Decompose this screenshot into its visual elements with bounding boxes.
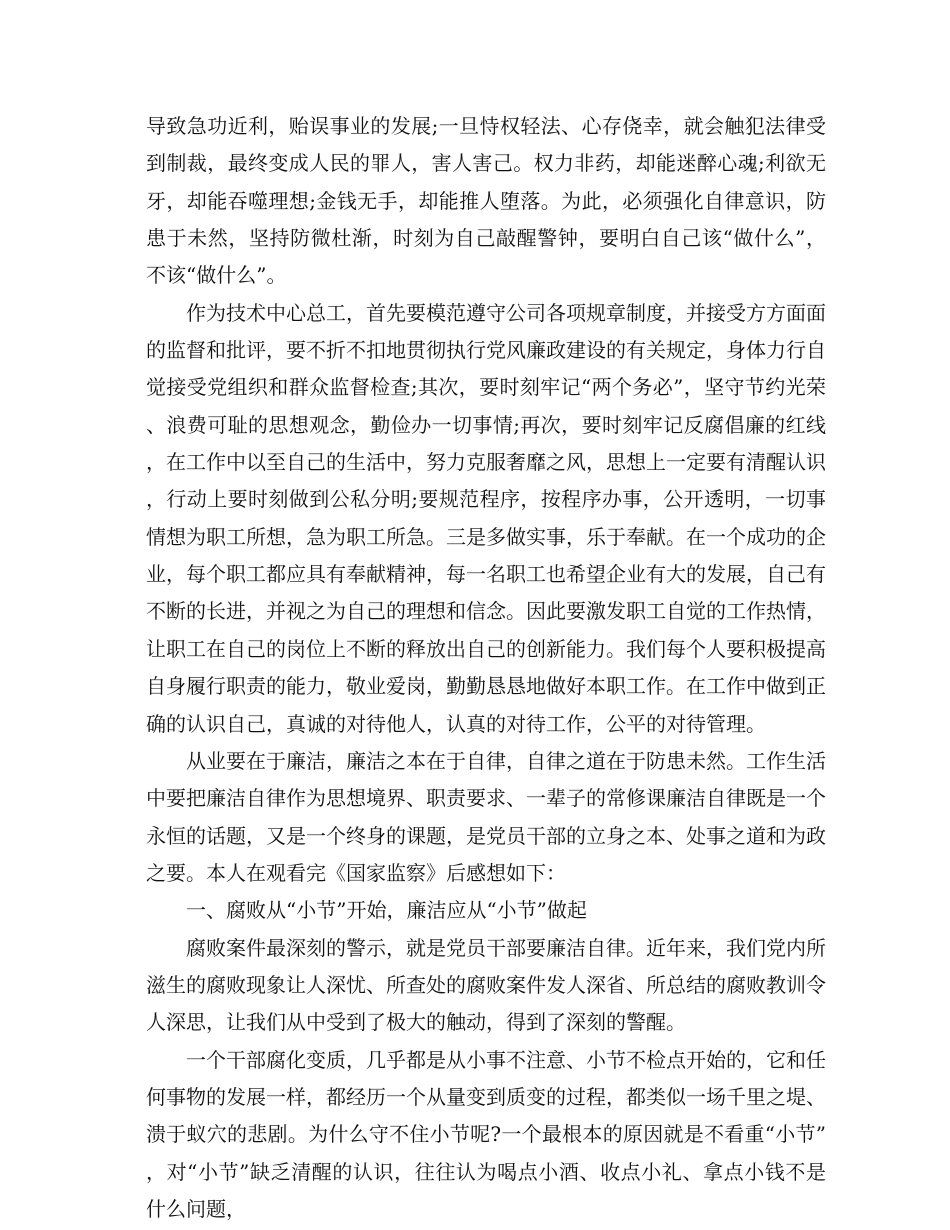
document-page (146, 108, 826, 1228)
section-heading: 一、腐败从“小节”开始，廉洁应从“小节”做起 (186, 898, 587, 923)
paragraph-4: 腐败案件最深刻的警示，就是党员干部要廉洁自律。近年来，我们党内所滋生的腐败现象让人深忧、所查处的腐败案件发人深省、所总结的腐败教训令人深思，让我们从中受到了极大的触动，得到了深刻的警醒。 (146, 935, 826, 1035)
paragraph-1: 导致急功近利，贻误事业的发展;一旦恃权轻法、心存侥幸，就会触犯法律受到制裁，最终变成人民的罪人，害人害己。权力非药，却能迷醉心魂;利欲无牙，却能吞噬理想;金钱无手，却能推人堕落。为此，必须强化自律意识，防患于未然，坚持防微杜渐，时刻为自己敲醒警钟，要明白自己该“做什么”，不该“做什么”。 (146, 114, 826, 288)
paragraph-5: 一个干部腐化变质，几乎都是从小事不注意、小节不检点开始的，它和任何事物的发展一样，都经历一个从量变到质变的过程，都类似一场千里之堤、溃于蚁穴的悲剧。为什么守不住小节呢?一个最根本的原因就是不看重“小节”，对“小节”缺乏清醒的认识，往往认为喝点小酒、收点小礼、拿点小钱不是什么问题， (146, 1047, 826, 1221)
paragraph-2: 作为技术中心总工，首先要模范遵守公司各项规章制度，并接受方方面面的监督和批评，要不折不扣地贯彻执行党风廉政建设的有关规定，身体力行自觉接受党组织和群众监督检查;其次，要时刻牢记“两个务必”，坚守节约光荣、浪费可耻的思想观念，勤俭办一切事情;再次，要时刻牢记反腐倡廉的红线，在工作中以至自己的生活中，努力克服奢靡之风，思想上一定要有清醒认识，行动上要时刻做到公私分明;要规范程序，按程序办事，公开透明，一切事情想为职工所想，急为职工所急。三是多做实事，乐于奉献。在一个成功的企业，每个职工都应具有奉献精神，每一名职工也希望企业有大的发展，自己有不断的长进，并视之为自己的理想和信念。因此要激发职工自觉的工作热情，让职工在自己的岗位上不断的释放出自己的创新能力。我们每个人要积极提高自身履行职责的能力，敬业爱岗，勤勤恳恳地做好本职工作。在工作中做到正确的认识自己，真诚的对待他人，认真的对待工作，公平的对待管理。 (146, 300, 826, 736)
paragraph-3: 从业要在于廉洁，廉洁之本在于自律，自律之道在于防患未然。工作生活中要把廉洁自律作为思想境界、职责要求、一辈子的常修课廉洁自律既是一个永恒的话题，又是一个终身的课题，是党员干部的立身之本、处事之道和为政之要。本人在观看完《国家监察》后感想如下： (146, 748, 826, 885)
